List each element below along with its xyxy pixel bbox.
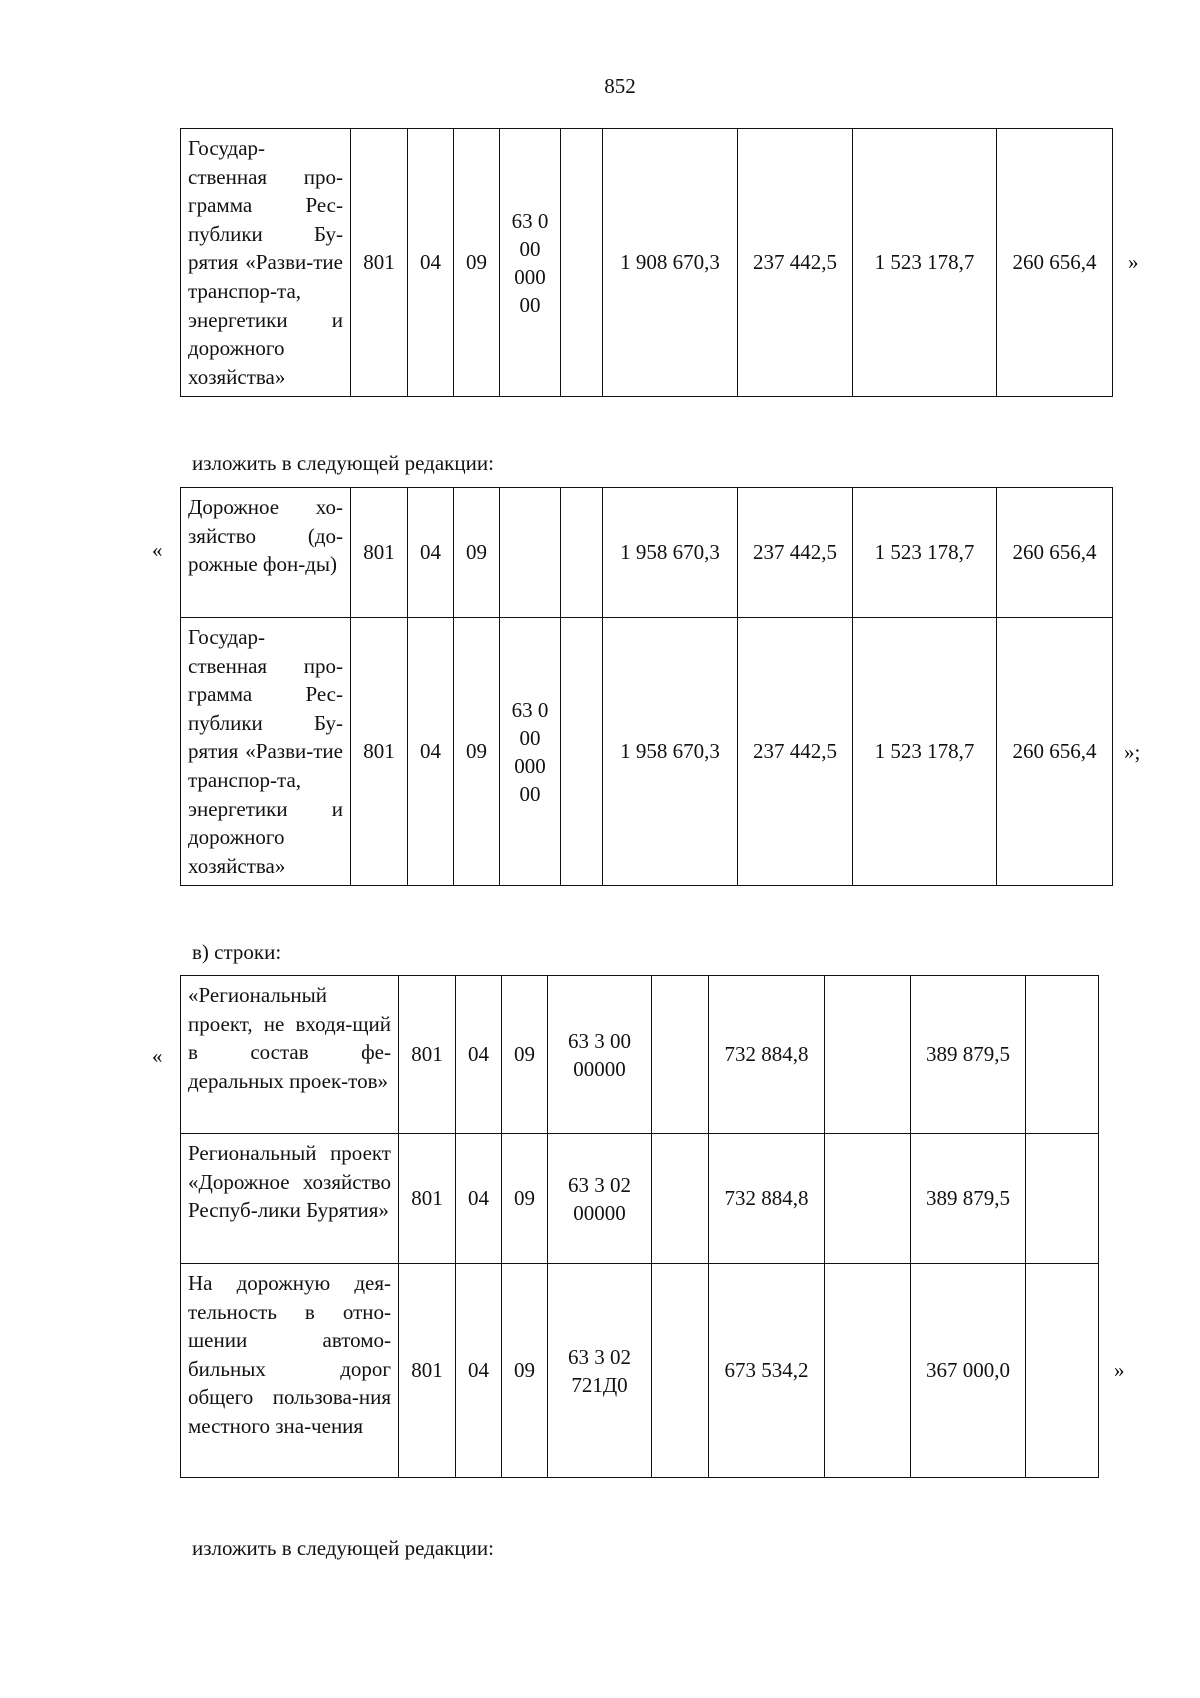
table3-open-quote: «: [152, 1044, 163, 1068]
table-row: [181, 618, 1113, 886]
table2-close-quote: »;: [1124, 740, 1141, 764]
amount-cell-2: 1 523 178,7: [853, 129, 997, 397]
row-name-cell: На дорожную дея-тельность в отно-шении автомо-бильных дорог общего пользова-ния местного зна-чения: [181, 1264, 399, 1478]
amount-cell-3: [1026, 1264, 1099, 1478]
amount-cell-1: [825, 976, 911, 1134]
instruction-new-edition-1: изложить в следующей редакции:: [192, 451, 494, 475]
row-name-cell: Государ-ственная про-грамма Рес-публики Бу-рятия «Разви-тие транспор-та, энергетики и дорожного хозяйства»: [181, 129, 351, 397]
expense-type-cell: [652, 1264, 709, 1478]
table1-close-quote: »: [1128, 250, 1139, 274]
target-article-line: 63 3 02: [568, 1344, 631, 1369]
target-article-cell: [548, 976, 652, 1134]
ved-code-cell: 801: [399, 1134, 456, 1264]
budget-table-regional-projects: [180, 975, 1099, 1478]
budget-table-new-program: [180, 487, 1113, 886]
expense-type-cell: [561, 488, 603, 618]
expense-type-cell: [561, 129, 603, 397]
target-article-line: 000: [514, 753, 546, 778]
total-amount-cell: 732 884,8: [709, 976, 825, 1134]
section-code-cell: 04: [456, 1264, 502, 1478]
expense-type-cell: [652, 976, 709, 1134]
target-article-line: 63 3 00: [568, 1028, 631, 1053]
subsection-code-cell: 09: [454, 618, 500, 886]
ved-code-cell: 801: [351, 618, 408, 886]
target-article-line: 00: [519, 236, 541, 261]
target-article-line: 721Д0: [571, 1372, 628, 1397]
amount-cell-2: 1 523 178,7: [853, 618, 997, 886]
table3-close-quote: »: [1114, 1358, 1125, 1382]
ved-code-cell: 801: [399, 976, 456, 1134]
table-row: [181, 129, 1113, 397]
row-name-cell: «Региональный проект, не входя-щий в состав фе-деральных проек-тов»: [181, 976, 399, 1134]
section-code-cell: 04: [456, 1134, 502, 1264]
amount-cell-2: 1 523 178,7: [853, 488, 997, 618]
target-article-line: 000: [514, 264, 546, 289]
target-article-cell: [548, 1264, 652, 1478]
target-article-line: 00: [519, 292, 541, 317]
target-article-cell: [500, 488, 561, 618]
target-article-line: 63 0: [511, 208, 549, 233]
amount-cell-3: [1026, 1134, 1099, 1264]
expense-type-cell: [652, 1134, 709, 1264]
table2-open-quote: «: [152, 538, 163, 562]
section-code-cell: 04: [408, 488, 454, 618]
total-amount-cell: 1 958 670,3: [603, 488, 738, 618]
table-row: [181, 488, 1113, 618]
target-article-cell: [500, 618, 561, 886]
amount-cell-1: [825, 1264, 911, 1478]
amount-cell-3: 260 656,4: [997, 488, 1113, 618]
amount-cell-1: 237 442,5: [738, 488, 853, 618]
section-v-rows: в) строки:: [192, 940, 282, 964]
target-article-line: 00: [519, 725, 541, 750]
table-row: [181, 1264, 1099, 1478]
target-article-line: 63 0: [511, 697, 549, 722]
amount-cell-3: [1026, 976, 1099, 1134]
total-amount-cell: 732 884,8: [709, 1134, 825, 1264]
subsection-code-cell: 09: [502, 976, 548, 1134]
table-row: [181, 1134, 1099, 1264]
ved-code-cell: 801: [351, 129, 408, 397]
target-article-line: 00000: [573, 1200, 626, 1225]
section-code-cell: 04: [408, 618, 454, 886]
target-article-cell: [500, 129, 561, 397]
amount-cell-2: 389 879,5: [911, 976, 1026, 1134]
page-number: 852: [604, 74, 636, 98]
row-name-cell: Государ-ственная про-грамма Рес-публики Бу-рятия «Разви-тие транспор-та, энергетики и дорожного хозяйства»: [181, 618, 351, 886]
ved-code-cell: 801: [399, 1264, 456, 1478]
section-code-cell: 04: [408, 129, 454, 397]
budget-table-old-program: [180, 128, 1113, 397]
total-amount-cell: 1 958 670,3: [603, 618, 738, 886]
amount-cell-2: 389 879,5: [911, 1134, 1026, 1264]
instruction-new-edition-2: изложить в следующей редакции:: [192, 1536, 494, 1560]
amount-cell-2: 367 000,0: [911, 1264, 1026, 1478]
target-article-line: 00000: [573, 1056, 626, 1081]
amount-cell-1: [825, 1134, 911, 1264]
total-amount-cell: 1 908 670,3: [603, 129, 738, 397]
amount-cell-3: 260 656,4: [997, 129, 1113, 397]
row-name-cell: Региональный проект «Дорожное хозяйство Респуб-лики Бурятия»: [181, 1134, 399, 1264]
expense-type-cell: [561, 618, 603, 886]
subsection-code-cell: 09: [502, 1264, 548, 1478]
ved-code-cell: 801: [351, 488, 408, 618]
section-code-cell: 04: [456, 976, 502, 1134]
total-amount-cell: 673 534,2: [709, 1264, 825, 1478]
amount-cell-1: 237 442,5: [738, 618, 853, 886]
subsection-code-cell: 09: [454, 488, 500, 618]
subsection-code-cell: 09: [502, 1134, 548, 1264]
target-article-line: 00: [519, 781, 541, 806]
amount-cell-1: 237 442,5: [738, 129, 853, 397]
target-article-cell: [548, 1134, 652, 1264]
subsection-code-cell: 09: [454, 129, 500, 397]
row-name-cell: Дорожное хо-зяйство (до-рожные фон-ды): [181, 488, 351, 618]
table-row: [181, 976, 1099, 1134]
amount-cell-3: 260 656,4: [997, 618, 1113, 886]
target-article-line: 63 3 02: [568, 1172, 631, 1197]
